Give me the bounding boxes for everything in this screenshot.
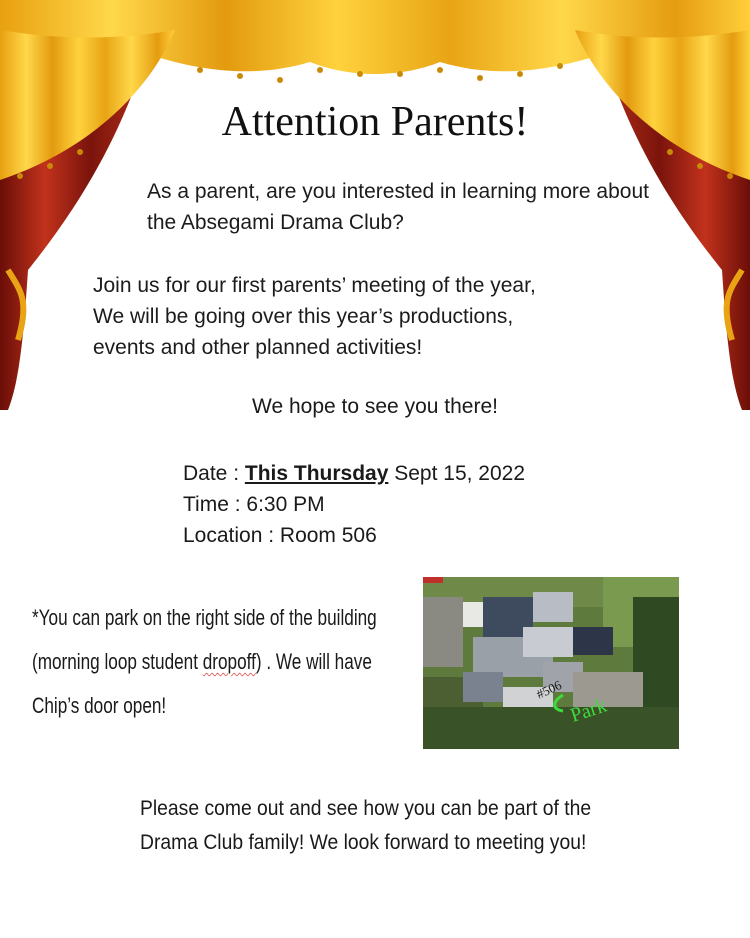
meeting-description-line: Join us for our first parents’ meeting of the year, — [93, 274, 536, 297]
room-506-label: #506 — [533, 677, 564, 702]
time-line: Time : 6:30 PM — [183, 493, 325, 516]
location-line: Location : Room 506 — [183, 524, 377, 547]
parking-text: (morning loop student — [32, 649, 203, 674]
date-value: Sept 15, 2022 — [388, 462, 526, 485]
closing-paragraph: Please come out and see how you can be part of the Drama Club family! We look forward to meeting you! — [140, 797, 592, 854]
misspelled-word: dropoff — [202, 649, 256, 674]
hope-line: We hope to see you there! — [252, 395, 498, 418]
parking-note — [32, 596, 399, 728]
date-emphasis: This Thursday — [244, 462, 389, 485]
parking-text: ) . We will have — [255, 649, 372, 674]
aerial-school-map — [423, 577, 679, 749]
meeting-description-line: events and other planned activities! — [93, 336, 423, 359]
meeting-description-line: We will be going over this year’s productions, — [93, 305, 514, 328]
parking-line: *You can park on the right side of the building — [32, 605, 377, 630]
park-label: Park — [567, 694, 610, 727]
parking-line — [32, 640, 399, 684]
intro-paragraph: As a parent, are you interested in learning more about the Absegami Drama Club? — [147, 180, 649, 234]
meeting-details — [183, 458, 525, 551]
date-label: Date : — [183, 462, 245, 485]
parking-line: Chip’s door open! — [32, 693, 167, 718]
date-line — [183, 458, 525, 489]
page-title: Attention Parents! — [221, 99, 529, 145]
meeting-description — [93, 270, 693, 363]
